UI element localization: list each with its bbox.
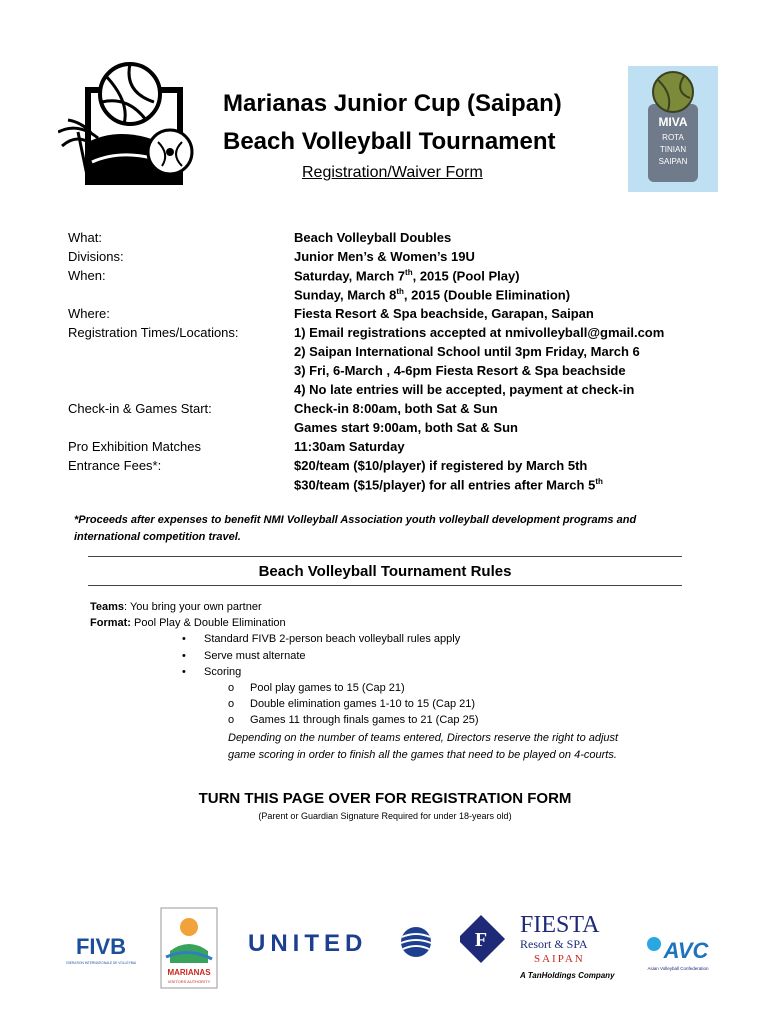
pro-exhibition-value: 11:30am Saturday [294, 439, 405, 454]
games-start-value: Games start 9:00am, both Sat & Sun [294, 420, 518, 435]
fivb-logo-text: FIVB [75, 934, 127, 959]
marianas-logo-text: MARIANAS [167, 968, 211, 977]
when-value-sunday: Sunday, March 8th, 2015 (Double Elimination) [294, 287, 571, 303]
avc-logo-subtext: Asian Volleyball Confederation [647, 966, 709, 971]
fiesta-resort-logo [460, 910, 620, 982]
rule-bullet-2: Serve must alternate [204, 650, 306, 662]
circle-bullet-icon: o [228, 714, 235, 726]
avc-logo [642, 930, 714, 976]
where-label: Where: [68, 306, 110, 321]
bullet-icon: • [182, 650, 186, 662]
fivb-logo [66, 930, 136, 974]
registration-line-3: 3) Fri, 6-March , 4-6pm Fiesta Resort & Spa beachside [294, 363, 626, 378]
fiesta-logo-line2: Resort & SPA [520, 937, 588, 951]
what-label: What: [68, 230, 102, 245]
trophy-text-4: SAIPAN [658, 157, 688, 166]
volleyball-logo [58, 62, 198, 192]
page-title-line2: Beach Volleyball Tournament [223, 128, 556, 155]
registration-line-1: 1) Email registrations accepted at nmivolleyball@gmail.com [294, 325, 665, 340]
bullet-icon: • [182, 633, 186, 645]
trophy-text-3: TINIAN [659, 145, 687, 154]
circle-bullet-icon: o [228, 698, 235, 710]
registration-line-2: 2) Saipan International School until 3pm Friday, March 6 [294, 344, 640, 359]
fiesta-logo-line3: SAIPAN [534, 953, 585, 965]
checkin-label: Check-in & Games Start: [68, 401, 212, 416]
fee-early: $20/team ($10/player) if registered by March 5th [294, 458, 588, 473]
registration-line-4: 4) No late entries will be accepted, payment at check-in [294, 382, 635, 397]
page-subtitle: Registration/Waiver Form [302, 164, 483, 181]
when-value-saturday: Saturday, March 7th, 2015 (Pool Play) [294, 268, 520, 284]
scoring-item-2: Double elimination games 1-10 to 15 (Cap 21) [250, 698, 476, 710]
page-title-line1: Marianas Junior Cup (Saipan) [223, 90, 562, 117]
trophy-text-2: ROTA [662, 133, 684, 142]
svg-text:F: F [474, 929, 488, 951]
trophy-image [628, 66, 718, 192]
divisions-label: Divisions: [68, 249, 124, 264]
marianas-logo [160, 907, 218, 989]
teams-rule: Teams: You bring your own partner [90, 601, 262, 613]
where-value: Fiesta Resort & Spa beachside, Garapan, Saipan [294, 306, 594, 321]
fees-label: Entrance Fees*: [68, 458, 162, 473]
united-logo-text: UNITED [248, 930, 368, 957]
checkin-value: Check-in 8:00am, both Sat & Sun [294, 401, 498, 416]
fivb-logo-subtext: FEDERATION INTERNATIONALE DE VOLLEYBALL [66, 961, 136, 965]
bullet-icon: • [182, 666, 186, 678]
what-value: Beach Volleyball Doubles [294, 230, 452, 245]
scoring-item-3: Games 11 through finals games to 21 (Cap 25) [250, 714, 479, 726]
marianas-logo-subtext: VISITORS AUTHORITY [167, 979, 211, 984]
fiesta-logo-tagline: A TanHoldings Company [520, 971, 615, 980]
avc-logo-text: AVC [663, 938, 709, 963]
rules-heading: Beach Volleyball Tournament Rules [258, 563, 512, 580]
trophy-text-1: MIVA [658, 115, 688, 129]
scoring-item-1: Pool play games to 15 (Cap 21) [250, 682, 405, 694]
rules-heading-box [88, 556, 682, 586]
fiesta-logo-text: FIESTA [520, 912, 600, 938]
pro-exhibition-label: Pro Exhibition Matches [68, 439, 201, 454]
divisions-value: Junior Men’s & Women’s 19U [294, 249, 475, 264]
turn-over-note: (Parent or Guardian Signature Required for under 18-years old) [258, 811, 512, 821]
united-logo [248, 925, 438, 959]
registration-label: Registration Times/Locations: [68, 325, 239, 340]
circle-bullet-icon: o [228, 682, 235, 694]
turn-over-heading: TURN THIS PAGE OVER FOR REGISTRATION FORM [198, 790, 572, 807]
rule-bullet-3: Scoring [204, 666, 242, 678]
scoring-note: Depending on the number of teams entered, Directors reserve the right to adjust game scoring in order to finish all the games that need to be played on 4-courts. [228, 732, 619, 761]
proceeds-note: *Proceeds after expenses to benefit NMI Volleyball Association youth volleyball development programs and international competition travel. [74, 514, 637, 543]
format-rule: Format: Pool Play & Double Elimination [90, 617, 286, 629]
fee-late: $30/team ($15/player) for all entries after March 5th [294, 477, 603, 493]
rule-bullet-1: Standard FIVB 2-person beach volleyball rules apply [204, 633, 461, 645]
when-label: When: [68, 268, 106, 283]
